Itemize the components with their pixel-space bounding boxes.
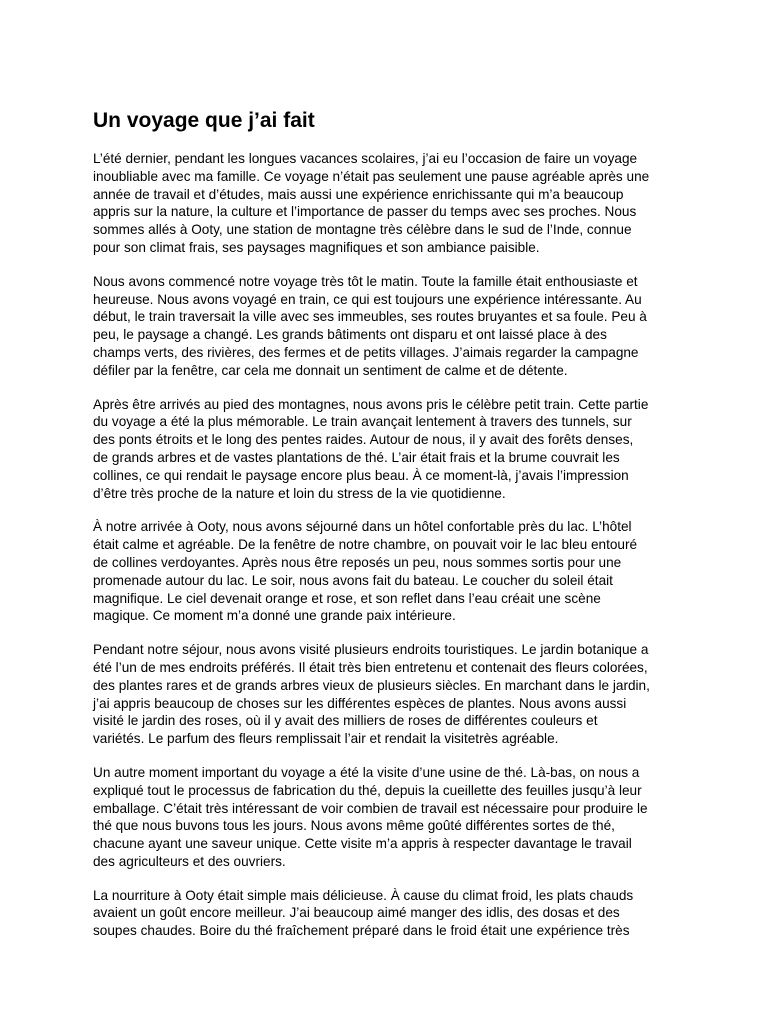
paragraph-line: de collines verdoyantes. Après nous être reposés un peu, nous sommes sortis pour une — [93, 554, 622, 570]
paragraph-line: inoubliable avec ma famille. Ce voyage n’était pas seulement une pause agréable après une — [93, 168, 650, 184]
paragraph-line: Nous avons commencé notre voyage très tôt le matin. Toute la famille était enthousiaste et — [93, 273, 638, 289]
paragraph-line: expliqué tout le processus de fabrication du thé, depuis la cueillette des feuilles jusqu’à leur — [93, 782, 642, 798]
paragraph-line: défiler par la fenêtre, car cela me donnait un sentiment de calme et de détente. — [93, 362, 568, 378]
paragraph-line: j’ai appris beaucoup de choses sur les différentes espèces de plantes. Nous avons aussi — [93, 695, 627, 711]
paragraph-line: sommes allés à Ooty, une station de montagne très célèbre dans le sud de l’Inde, connue — [93, 222, 632, 238]
paragraph-line: magique. Ce moment m’a donné une grande paix intérieure. — [93, 608, 456, 624]
paragraph-line: emballage. C’était très intéressant de voir combien de travail est nécessaire pour produire le — [93, 800, 648, 816]
paragraph-line: collines, ce qui rendait le paysage encore plus beau. À ce moment-là, j’avais l’impression — [93, 467, 629, 483]
paragraph-line: d’être très proche de la nature et loin du stress de la vie quotidienne. — [93, 485, 506, 501]
paragraph-line: À notre arrivée à Ooty, nous avons séjourné dans un hôtel confortable près du lac. L’hôtel — [93, 519, 632, 535]
paragraph-line: était calme et agréable. De la fenêtre de notre chambre, on pouvait voir le lac bleu entouré — [93, 537, 638, 553]
document-body — [93, 150, 683, 940]
paragraph-line: peu, le paysage a changé. Les grands bâtiments ont disparu et ont laissé place à des — [93, 327, 607, 343]
paragraph-line: Pendant notre séjour, nous avons visité plusieurs endroits touristiques. Le jardin botanique a — [93, 642, 649, 658]
paragraph-line: des plantes rares et de grands arbres vieux de plusieurs siècles. En marchant dans le jardin, — [93, 677, 650, 693]
paragraph-line: de grands arbres et de vastes plantations de thé. L’air était frais et la brume couvrait les — [93, 449, 620, 465]
paragraph-line: des ponts étroits et le long des pentes raides. Autour de nous, il y avait des forêts denses, — [93, 432, 634, 448]
paragraph-line: visité le jardin des roses, où il y avait des milliers de roses de différentes couleurs et — [93, 713, 598, 729]
paragraph-line: avaient un goût encore meilleur. J’ai beaucoup aimé manger des idlis, des dosas et des — [93, 905, 620, 921]
paragraph-line: été l’un de mes endroits préférés. Il était très bien entretenu et contenait des fleurs colorées, — [93, 659, 648, 675]
paragraph — [93, 764, 683, 871]
paragraph-line: soupes chaudes. Boire du thé fraîchement préparé dans le froid était une expérience très — [93, 923, 630, 939]
paragraph-line: thé que nous buvons tous les jours. Nous avons même goûté différentes sortes de thé, — [93, 818, 615, 834]
paragraph-line: promenade autour du lac. Le soir, nous avons fait du bateau. Le coucher du soleil était — [93, 572, 613, 588]
paragraph-line: variétés. Le parfum des fleurs remplissait l’air et rendait la visitetrès agréable. — [93, 731, 559, 747]
paragraph — [93, 641, 683, 748]
paragraph-line: appris sur la nature, la culture et l’importance de passer du temps avec ses proches. Nous — [93, 204, 637, 220]
document-page — [93, 108, 683, 956]
paragraph-line: du voyage a été la plus mémorable. Le train avançait lentement à travers des tunnels, sur — [93, 414, 632, 430]
paragraph-line: heureuse. Nous avons voyagé en train, ce qui est toujours une expérience intéressante. Au — [93, 291, 642, 307]
paragraph-line: champs verts, des rivières, des fermes et de petits villages. J’aimais regarder la campagne — [93, 344, 639, 360]
paragraph-line: La nourriture à Ooty était simple mais délicieuse. À cause du climat froid, les plats chauds — [93, 887, 634, 903]
document-title: Un voyage que j’ai fait — [93, 109, 315, 132]
paragraph-line: début, le train traversait la ville avec ses immeubles, ses routes bruyantes et sa foule. Peu à — [93, 309, 647, 325]
paragraph-line: chacune ayant une saveur unique. Cette visite m’a appris à respecter davantage le travail — [93, 836, 632, 852]
paragraph — [93, 396, 683, 503]
paragraph — [93, 887, 683, 940]
paragraph-line: Après être arrivés au pied des montagnes, nous avons pris le célèbre petit train. Cette partie — [93, 396, 649, 412]
paragraph-line: des agriculteurs et des ouvriers. — [93, 853, 286, 869]
paragraph-line: L’été dernier, pendant les longues vacances scolaires, j’ai eu l’occasion de faire un voyage — [93, 151, 638, 166]
paragraph-line: Un autre moment important du voyage a été la visite d’une usine de thé. Là-bas, on nous a — [93, 764, 640, 780]
paragraph — [93, 518, 683, 625]
paragraph-line: magnifique. Le ciel devenait orange et rose, et son reflet dans l’eau créait une scène — [93, 590, 601, 606]
paragraph — [93, 273, 683, 380]
paragraph-line: année de travail et d’études, mais aussi une expérience enrichissante qui m’a beaucoup — [93, 186, 624, 202]
paragraph — [93, 150, 683, 257]
paragraph-line: pour son climat frais, ses paysages magnifiques et son ambiance paisible. — [93, 239, 540, 255]
